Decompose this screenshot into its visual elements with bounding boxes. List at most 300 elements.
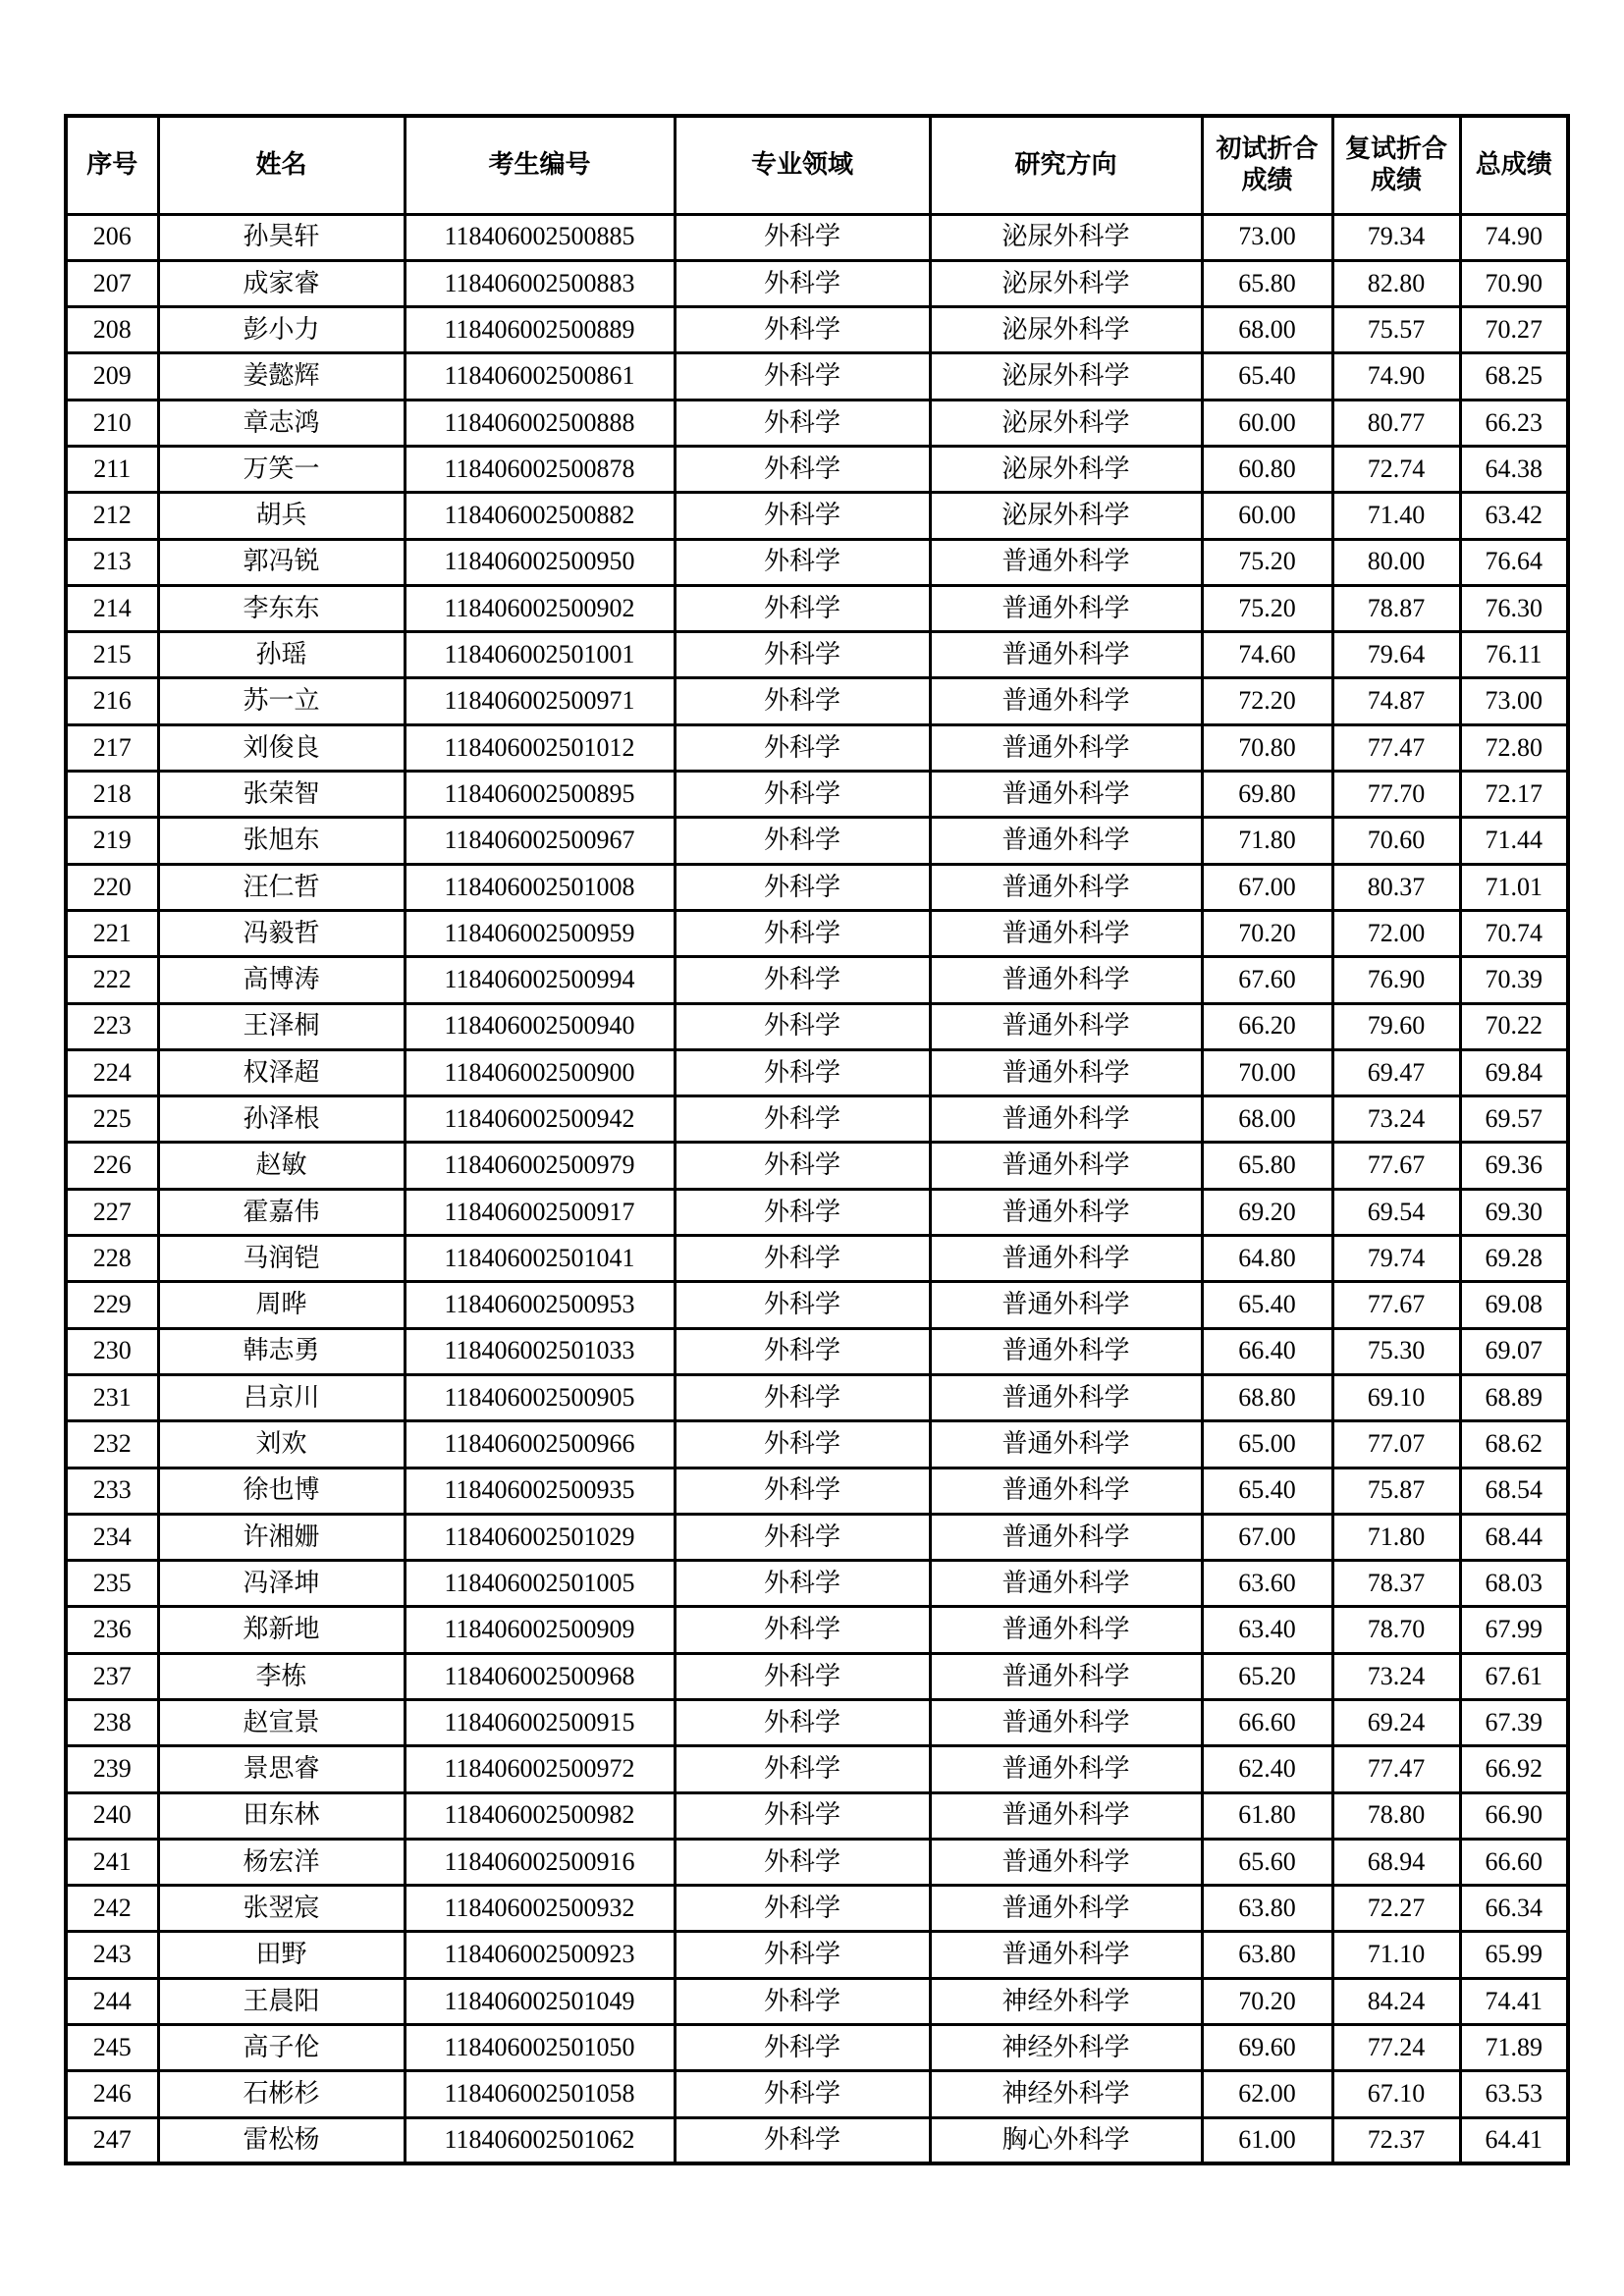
table-row xyxy=(66,910,1568,956)
cell-name: 姜懿辉 xyxy=(158,353,405,400)
cell-initial-score: 65.60 xyxy=(1202,1839,1332,1885)
cell-field: 外科学 xyxy=(675,1514,930,1560)
cell-initial-score: 65.00 xyxy=(1202,1421,1332,1468)
cell-initial-score: 65.40 xyxy=(1202,353,1332,400)
cell-field: 外科学 xyxy=(675,1792,930,1839)
cell-name: 雷松杨 xyxy=(158,2117,405,2163)
cell-index: 236 xyxy=(66,1607,158,1653)
cell-initial-score: 60.80 xyxy=(1202,446,1332,492)
cell-initial-score: 68.00 xyxy=(1202,307,1332,353)
cell-direction: 普通外科学 xyxy=(930,818,1202,864)
cell-candidate-id: 118406002500982 xyxy=(405,1792,675,1839)
header-cell-total-score: 总成绩 xyxy=(1460,116,1568,214)
cell-total-score: 63.53 xyxy=(1460,2071,1568,2117)
cell-retest-score: 84.24 xyxy=(1332,1978,1460,2024)
cell-retest-score: 78.80 xyxy=(1332,1792,1460,1839)
cell-field: 外科学 xyxy=(675,1049,930,1095)
cell-retest-score: 77.47 xyxy=(1332,1746,1460,1792)
cell-retest-score: 77.24 xyxy=(1332,2025,1460,2071)
cell-total-score: 67.99 xyxy=(1460,1607,1568,1653)
cell-field: 外科学 xyxy=(675,1653,930,1699)
cell-name: 成家睿 xyxy=(158,260,405,306)
cell-total-score: 74.90 xyxy=(1460,214,1568,260)
cell-retest-score: 80.77 xyxy=(1332,400,1460,446)
cell-field: 外科学 xyxy=(675,1374,930,1420)
cell-retest-score: 69.47 xyxy=(1332,1049,1460,1095)
cell-direction: 泌尿外科学 xyxy=(930,400,1202,446)
cell-candidate-id: 118406002500916 xyxy=(405,1839,675,1885)
cell-candidate-id: 118406002500950 xyxy=(405,539,675,585)
cell-name: 马润铠 xyxy=(158,1236,405,1282)
cell-index: 246 xyxy=(66,2071,158,2117)
table-row xyxy=(66,446,1568,492)
cell-name: 赵敏 xyxy=(158,1143,405,1189)
cell-index: 220 xyxy=(66,864,158,910)
cell-field: 外科学 xyxy=(675,1886,930,1932)
cell-total-score: 70.22 xyxy=(1460,1003,1568,1049)
cell-candidate-id: 118406002500888 xyxy=(405,400,675,446)
cell-direction: 普通外科学 xyxy=(930,864,1202,910)
cell-candidate-id: 118406002501062 xyxy=(405,2117,675,2163)
cell-index: 238 xyxy=(66,1700,158,1746)
cell-name: 郭冯锐 xyxy=(158,539,405,585)
cell-index: 231 xyxy=(66,1374,158,1420)
cell-retest-score: 78.37 xyxy=(1332,1561,1460,1607)
cell-name: 张荣智 xyxy=(158,772,405,818)
cell-total-score: 72.17 xyxy=(1460,772,1568,818)
cell-retest-score: 75.57 xyxy=(1332,307,1460,353)
cell-total-score: 67.61 xyxy=(1460,1653,1568,1699)
cell-field: 外科学 xyxy=(675,1700,930,1746)
cell-total-score: 69.36 xyxy=(1460,1143,1568,1189)
cell-retest-score: 71.10 xyxy=(1332,1932,1460,1978)
cell-total-score: 74.41 xyxy=(1460,1978,1568,2024)
cell-index: 218 xyxy=(66,772,158,818)
cell-name: 杨宏洋 xyxy=(158,1839,405,1885)
cell-name: 霍嘉伟 xyxy=(158,1189,405,1235)
cell-field: 外科学 xyxy=(675,1421,930,1468)
cell-index: 212 xyxy=(66,493,158,539)
cell-index: 225 xyxy=(66,1096,158,1143)
cell-initial-score: 65.40 xyxy=(1202,1468,1332,1514)
cell-total-score: 70.39 xyxy=(1460,957,1568,1003)
cell-initial-score: 63.40 xyxy=(1202,1607,1332,1653)
cell-retest-score: 79.60 xyxy=(1332,1003,1460,1049)
header-cell-retest-score: 复试折合成绩 xyxy=(1332,116,1460,214)
table-row xyxy=(66,1792,1568,1839)
cell-name: 高子伦 xyxy=(158,2025,405,2071)
cell-name: 田东林 xyxy=(158,1792,405,1839)
table-row xyxy=(66,260,1568,306)
cell-field: 外科学 xyxy=(675,446,930,492)
cell-direction: 神经外科学 xyxy=(930,2025,1202,2071)
table-row xyxy=(66,1189,1568,1235)
header-cell-candidate-id: 考生编号 xyxy=(405,116,675,214)
table-row xyxy=(66,400,1568,446)
cell-initial-score: 63.80 xyxy=(1202,1932,1332,1978)
cell-total-score: 66.60 xyxy=(1460,1839,1568,1885)
cell-candidate-id: 118406002500959 xyxy=(405,910,675,956)
cell-index: 243 xyxy=(66,1932,158,1978)
admission-score-table xyxy=(64,114,1570,2165)
cell-index: 210 xyxy=(66,400,158,446)
cell-direction: 普通外科学 xyxy=(930,1282,1202,1328)
cell-direction: 普通外科学 xyxy=(930,957,1202,1003)
cell-initial-score: 62.00 xyxy=(1202,2071,1332,2117)
cell-field: 外科学 xyxy=(675,1607,930,1653)
cell-name: 张翌宸 xyxy=(158,1886,405,1932)
table-row xyxy=(66,1607,1568,1653)
cell-index: 230 xyxy=(66,1328,158,1374)
cell-direction: 普通外科学 xyxy=(930,1792,1202,1839)
cell-retest-score: 72.00 xyxy=(1332,910,1460,956)
cell-total-score: 69.57 xyxy=(1460,1096,1568,1143)
cell-field: 外科学 xyxy=(675,2025,930,2071)
cell-direction: 普通外科学 xyxy=(930,1421,1202,1468)
cell-name: 章志鸿 xyxy=(158,400,405,446)
cell-total-score: 66.23 xyxy=(1460,400,1568,446)
cell-total-score: 64.38 xyxy=(1460,446,1568,492)
cell-total-score: 70.27 xyxy=(1460,307,1568,353)
table-row xyxy=(66,1839,1568,1885)
cell-initial-score: 66.20 xyxy=(1202,1003,1332,1049)
cell-initial-score: 74.60 xyxy=(1202,632,1332,678)
table-row xyxy=(66,585,1568,631)
cell-initial-score: 65.80 xyxy=(1202,260,1332,306)
cell-index: 208 xyxy=(66,307,158,353)
cell-name: 张旭东 xyxy=(158,818,405,864)
cell-name: 赵宣景 xyxy=(158,1700,405,1746)
cell-index: 223 xyxy=(66,1003,158,1049)
cell-candidate-id: 118406002500967 xyxy=(405,818,675,864)
cell-retest-score: 79.74 xyxy=(1332,1236,1460,1282)
cell-retest-score: 79.34 xyxy=(1332,214,1460,260)
cell-field: 外科学 xyxy=(675,1003,930,1049)
header-cell-initial-score: 初试折合成绩 xyxy=(1202,116,1332,214)
cell-initial-score: 65.80 xyxy=(1202,1143,1332,1189)
cell-candidate-id: 118406002500902 xyxy=(405,585,675,631)
cell-total-score: 76.11 xyxy=(1460,632,1568,678)
cell-field: 外科学 xyxy=(675,400,930,446)
cell-field: 外科学 xyxy=(675,1282,930,1328)
cell-direction: 普通外科学 xyxy=(930,1514,1202,1560)
cell-initial-score: 65.20 xyxy=(1202,1653,1332,1699)
cell-total-score: 68.44 xyxy=(1460,1514,1568,1560)
cell-index: 239 xyxy=(66,1746,158,1792)
cell-direction: 泌尿外科学 xyxy=(930,214,1202,260)
table-row xyxy=(66,1561,1568,1607)
cell-retest-score: 67.10 xyxy=(1332,2071,1460,2117)
table-row xyxy=(66,1746,1568,1792)
table-row xyxy=(66,214,1568,260)
cell-total-score: 64.41 xyxy=(1460,2117,1568,2163)
cell-retest-score: 71.80 xyxy=(1332,1514,1460,1560)
cell-total-score: 76.30 xyxy=(1460,585,1568,631)
cell-total-score: 68.89 xyxy=(1460,1374,1568,1420)
cell-candidate-id: 118406002500923 xyxy=(405,1932,675,1978)
cell-initial-score: 61.00 xyxy=(1202,2117,1332,2163)
cell-index: 217 xyxy=(66,724,158,771)
cell-direction: 泌尿外科学 xyxy=(930,260,1202,306)
cell-total-score: 68.54 xyxy=(1460,1468,1568,1514)
table-row xyxy=(66,957,1568,1003)
cell-initial-score: 64.80 xyxy=(1202,1236,1332,1282)
cell-direction: 普通外科学 xyxy=(930,1746,1202,1792)
cell-field: 外科学 xyxy=(675,214,930,260)
cell-initial-score: 66.40 xyxy=(1202,1328,1332,1374)
cell-candidate-id: 118406002500895 xyxy=(405,772,675,818)
cell-direction: 普通外科学 xyxy=(930,1839,1202,1885)
cell-total-score: 68.03 xyxy=(1460,1561,1568,1607)
cell-candidate-id: 118406002500966 xyxy=(405,1421,675,1468)
cell-direction: 普通外科学 xyxy=(930,1700,1202,1746)
cell-direction: 普通外科学 xyxy=(930,632,1202,678)
table-row xyxy=(66,1978,1568,2024)
cell-name: 吕京川 xyxy=(158,1374,405,1420)
cell-name: 周晔 xyxy=(158,1282,405,1328)
cell-direction: 神经外科学 xyxy=(930,2071,1202,2117)
cell-candidate-id: 118406002500932 xyxy=(405,1886,675,1932)
cell-initial-score: 63.80 xyxy=(1202,1886,1332,1932)
table-row xyxy=(66,493,1568,539)
cell-total-score: 69.08 xyxy=(1460,1282,1568,1328)
cell-field: 外科学 xyxy=(675,539,930,585)
cell-direction: 普通外科学 xyxy=(930,539,1202,585)
table-row xyxy=(66,1143,1568,1189)
table-row xyxy=(66,1468,1568,1514)
cell-candidate-id: 118406002500909 xyxy=(405,1607,675,1653)
table-row xyxy=(66,1932,1568,1978)
cell-total-score: 68.62 xyxy=(1460,1421,1568,1468)
cell-initial-score: 71.80 xyxy=(1202,818,1332,864)
cell-field: 外科学 xyxy=(675,1978,930,2024)
cell-initial-score: 69.80 xyxy=(1202,772,1332,818)
cell-candidate-id: 118406002500883 xyxy=(405,260,675,306)
cell-retest-score: 74.87 xyxy=(1332,678,1460,724)
cell-name: 苏一立 xyxy=(158,678,405,724)
cell-candidate-id: 118406002501049 xyxy=(405,1978,675,2024)
table-row xyxy=(66,2117,1568,2163)
table-row xyxy=(66,818,1568,864)
cell-retest-score: 75.30 xyxy=(1332,1328,1460,1374)
cell-field: 外科学 xyxy=(675,1561,930,1607)
table-row xyxy=(66,1421,1568,1468)
cell-retest-score: 79.64 xyxy=(1332,632,1460,678)
table-row xyxy=(66,2025,1568,2071)
table-row xyxy=(66,1886,1568,1932)
header-cell-direction: 研究方向 xyxy=(930,116,1202,214)
cell-name: 李东东 xyxy=(158,585,405,631)
cell-direction: 普通外科学 xyxy=(930,772,1202,818)
cell-retest-score: 72.27 xyxy=(1332,1886,1460,1932)
cell-retest-score: 72.74 xyxy=(1332,446,1460,492)
cell-field: 外科学 xyxy=(675,1328,930,1374)
cell-initial-score: 68.00 xyxy=(1202,1096,1332,1143)
cell-field: 外科学 xyxy=(675,957,930,1003)
cell-field: 外科学 xyxy=(675,678,930,724)
cell-initial-score: 66.60 xyxy=(1202,1700,1332,1746)
cell-retest-score: 80.37 xyxy=(1332,864,1460,910)
table-row xyxy=(66,539,1568,585)
cell-retest-score: 69.54 xyxy=(1332,1189,1460,1235)
cell-name: 冯泽坤 xyxy=(158,1561,405,1607)
cell-candidate-id: 118406002500940 xyxy=(405,1003,675,1049)
cell-name: 万笑一 xyxy=(158,446,405,492)
cell-field: 外科学 xyxy=(675,1236,930,1282)
cell-total-score: 73.00 xyxy=(1460,678,1568,724)
cell-index: 221 xyxy=(66,910,158,956)
table-row xyxy=(66,1700,1568,1746)
cell-index: 211 xyxy=(66,446,158,492)
cell-direction: 泌尿外科学 xyxy=(930,493,1202,539)
table-row xyxy=(66,632,1568,678)
cell-index: 232 xyxy=(66,1421,158,1468)
cell-name: 彭小力 xyxy=(158,307,405,353)
cell-direction: 普通外科学 xyxy=(930,1653,1202,1699)
cell-field: 外科学 xyxy=(675,772,930,818)
cell-retest-score: 82.80 xyxy=(1332,260,1460,306)
cell-field: 外科学 xyxy=(675,585,930,631)
cell-retest-score: 77.67 xyxy=(1332,1282,1460,1328)
cell-direction: 普通外科学 xyxy=(930,1328,1202,1374)
cell-index: 240 xyxy=(66,1792,158,1839)
cell-total-score: 69.84 xyxy=(1460,1049,1568,1095)
cell-initial-score: 69.20 xyxy=(1202,1189,1332,1235)
cell-total-score: 68.25 xyxy=(1460,353,1568,400)
cell-retest-score: 75.87 xyxy=(1332,1468,1460,1514)
cell-initial-score: 69.60 xyxy=(1202,2025,1332,2071)
cell-candidate-id: 118406002500889 xyxy=(405,307,675,353)
table-row xyxy=(66,724,1568,771)
cell-candidate-id: 118406002500935 xyxy=(405,1468,675,1514)
cell-name: 冯毅哲 xyxy=(158,910,405,956)
cell-name: 田野 xyxy=(158,1932,405,1978)
table-row xyxy=(66,353,1568,400)
cell-initial-score: 68.80 xyxy=(1202,1374,1332,1420)
cell-direction: 普通外科学 xyxy=(930,724,1202,771)
cell-field: 外科学 xyxy=(675,724,930,771)
cell-total-score: 63.42 xyxy=(1460,493,1568,539)
header-cell-field: 专业领域 xyxy=(675,116,930,214)
cell-direction: 泌尿外科学 xyxy=(930,307,1202,353)
cell-retest-score: 73.24 xyxy=(1332,1096,1460,1143)
cell-field: 外科学 xyxy=(675,1746,930,1792)
cell-total-score: 66.34 xyxy=(1460,1886,1568,1932)
cell-retest-score: 72.37 xyxy=(1332,2117,1460,2163)
cell-candidate-id: 118406002500915 xyxy=(405,1700,675,1746)
cell-direction: 普通外科学 xyxy=(930,1096,1202,1143)
cell-candidate-id: 118406002501008 xyxy=(405,864,675,910)
cell-retest-score: 69.10 xyxy=(1332,1374,1460,1420)
cell-total-score: 76.64 xyxy=(1460,539,1568,585)
cell-index: 214 xyxy=(66,585,158,631)
cell-name: 汪仁哲 xyxy=(158,864,405,910)
cell-initial-score: 75.20 xyxy=(1202,539,1332,585)
cell-candidate-id: 118406002501050 xyxy=(405,2025,675,2071)
cell-direction: 普通外科学 xyxy=(930,1189,1202,1235)
cell-direction: 普通外科学 xyxy=(930,1932,1202,1978)
cell-total-score: 69.07 xyxy=(1460,1328,1568,1374)
cell-index: 222 xyxy=(66,957,158,1003)
table-row xyxy=(66,864,1568,910)
cell-candidate-id: 118406002500882 xyxy=(405,493,675,539)
cell-retest-score: 68.94 xyxy=(1332,1839,1460,1885)
cell-field: 外科学 xyxy=(675,1143,930,1189)
cell-initial-score: 70.80 xyxy=(1202,724,1332,771)
cell-index: 213 xyxy=(66,539,158,585)
cell-direction: 普通外科学 xyxy=(930,1236,1202,1282)
cell-total-score: 69.30 xyxy=(1460,1189,1568,1235)
cell-index: 247 xyxy=(66,2117,158,2163)
cell-retest-score: 70.60 xyxy=(1332,818,1460,864)
cell-candidate-id: 118406002501033 xyxy=(405,1328,675,1374)
cell-initial-score: 70.00 xyxy=(1202,1049,1332,1095)
cell-candidate-id: 118406002500971 xyxy=(405,678,675,724)
cell-index: 224 xyxy=(66,1049,158,1095)
cell-field: 外科学 xyxy=(675,864,930,910)
cell-name: 权泽超 xyxy=(158,1049,405,1095)
cell-index: 234 xyxy=(66,1514,158,1560)
cell-name: 王泽桐 xyxy=(158,1003,405,1049)
cell-field: 外科学 xyxy=(675,307,930,353)
cell-total-score: 70.74 xyxy=(1460,910,1568,956)
cell-direction: 普通外科学 xyxy=(930,910,1202,956)
cell-name: 孙泽根 xyxy=(158,1096,405,1143)
cell-name: 景思睿 xyxy=(158,1746,405,1792)
cell-name: 许湘姗 xyxy=(158,1514,405,1560)
cell-initial-score: 75.20 xyxy=(1202,585,1332,631)
cell-total-score: 67.39 xyxy=(1460,1700,1568,1746)
cell-initial-score: 67.00 xyxy=(1202,864,1332,910)
cell-field: 外科学 xyxy=(675,1468,930,1514)
cell-candidate-id: 118406002501012 xyxy=(405,724,675,771)
cell-total-score: 69.28 xyxy=(1460,1236,1568,1282)
cell-index: 242 xyxy=(66,1886,158,1932)
cell-index: 219 xyxy=(66,818,158,864)
cell-direction: 普通外科学 xyxy=(930,1886,1202,1932)
cell-initial-score: 73.00 xyxy=(1202,214,1332,260)
cell-direction: 胸心外科学 xyxy=(930,2117,1202,2163)
table-header-row xyxy=(66,116,1568,214)
cell-direction: 普通外科学 xyxy=(930,585,1202,631)
cell-initial-score: 62.40 xyxy=(1202,1746,1332,1792)
cell-total-score: 65.99 xyxy=(1460,1932,1568,1978)
cell-field: 外科学 xyxy=(675,2071,930,2117)
cell-index: 206 xyxy=(66,214,158,260)
cell-name: 刘欢 xyxy=(158,1421,405,1468)
cell-candidate-id: 118406002500878 xyxy=(405,446,675,492)
cell-candidate-id: 118406002500885 xyxy=(405,214,675,260)
cell-direction: 普通外科学 xyxy=(930,678,1202,724)
cell-index: 241 xyxy=(66,1839,158,1885)
cell-initial-score: 72.20 xyxy=(1202,678,1332,724)
cell-name: 孙瑶 xyxy=(158,632,405,678)
cell-name: 胡兵 xyxy=(158,493,405,539)
cell-direction: 神经外科学 xyxy=(930,1978,1202,2024)
cell-direction: 普通外科学 xyxy=(930,1374,1202,1420)
cell-total-score: 70.90 xyxy=(1460,260,1568,306)
cell-retest-score: 71.40 xyxy=(1332,493,1460,539)
cell-candidate-id: 118406002500979 xyxy=(405,1143,675,1189)
table-body xyxy=(66,214,1568,2163)
table-row xyxy=(66,1374,1568,1420)
table-row xyxy=(66,1049,1568,1095)
cell-retest-score: 78.70 xyxy=(1332,1607,1460,1653)
cell-index: 227 xyxy=(66,1189,158,1235)
cell-index: 229 xyxy=(66,1282,158,1328)
cell-name: 王晨阳 xyxy=(158,1978,405,2024)
cell-direction: 普通外科学 xyxy=(930,1143,1202,1189)
